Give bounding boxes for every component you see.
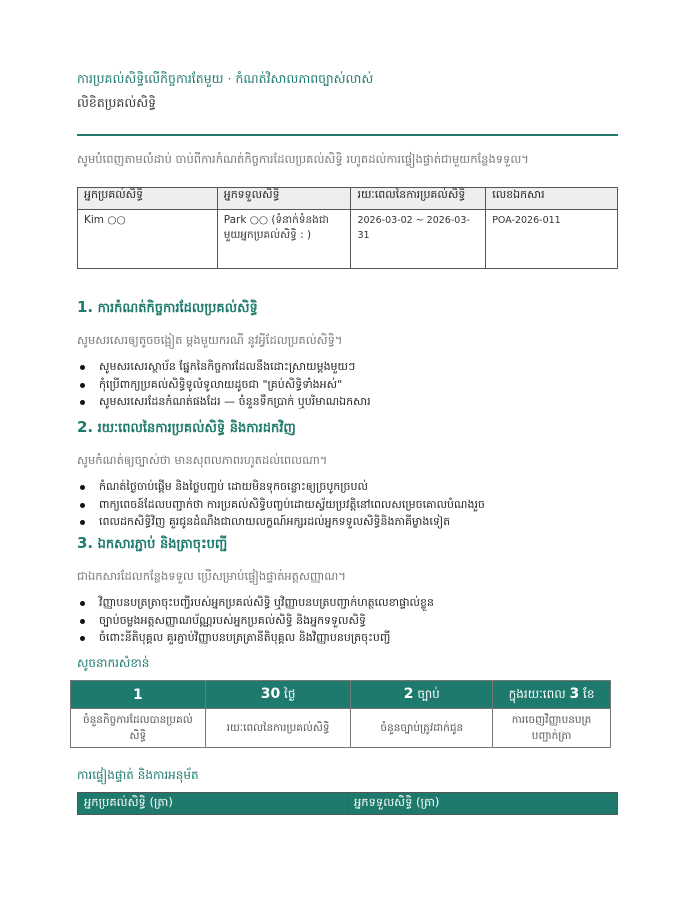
signature-title: ការផ្ទៀងផ្ទាត់ និងការអនុម័ត [77, 768, 199, 782]
section-attachments [77, 534, 618, 647]
info-header-row [78, 188, 618, 210]
list-item: កំណត់ថ្ងៃចាប់ផ្តើម និងថ្ងៃបញ្ចប់ ដោយមិនទុកចន្លោះឲ្យច្របូកច្របល់ [77, 478, 618, 496]
list-item: កុំប្រើពាក្យប្រគល់សិទ្ធិទូលំទូលាយដូចជា "គ្រប់សិទ្ធិទាំងអស់" [77, 376, 618, 394]
title-divider [77, 134, 618, 136]
summary-title: សូចនាករសំខាន់ [77, 656, 150, 670]
section-lead: សូមសរសេរឲ្យតូចចង្អៀត ម្តងមួយករណី នូវអ្វីដែលប្រគល់សិទ្ធិ។ [77, 333, 343, 347]
section-heading: 3. ឯកសារភ្ជាប់ និងត្រាចុះបញ្ជី [77, 534, 228, 552]
indicator-label: ចំនួនកិច្ចការដែលបានប្រគល់សិទ្ធិ [71, 709, 206, 748]
key-indicators-table [70, 680, 611, 748]
intro-text: សូមបំពេញតាមលំដាប់ ចាប់ពីការកំណត់កិច្ចការដែលប្រគល់សិទ្ធិ រហូតដល់ការផ្ទៀងផ្ទាត់ជាមួយកន្លែងទទួល។ [77, 152, 529, 166]
signature-delegator: អ្នកប្រគល់សិទ្ធិ (ត្រា) [78, 793, 348, 815]
cell-period: 2026-03-02 ~ 2026-03-31 [351, 210, 486, 269]
signature-header-row [78, 793, 618, 815]
cell-doc-number: POA-2026-011 [486, 210, 618, 269]
list-item: ពេលដកសិទ្ធិវិញ គួរជូនដំណឹងជាលាយលក្ខណ៍អក្សរដល់អ្នកទទួលសិទ្ធិនិងភាគីម្ខាងទៀត [77, 513, 618, 531]
list-item: ច្បាប់ចម្លងអត្តសញ្ញាណប័ណ្ណរបស់អ្នកប្រគល់សិទ្ធិ និងអ្នកទទួលសិទ្ធិ [77, 612, 618, 630]
header-period: រយៈពេលនៃការប្រគល់សិទ្ធិ [351, 188, 486, 210]
document-title: លិខិតប្រគល់សិទ្ធិ [77, 95, 157, 110]
indicator-value-tasks: 1 [71, 681, 206, 709]
section-delegated-tasks [77, 298, 618, 411]
cell-delegate: Park ○○ (ទំនាក់ទំនងជាមួយអ្នកប្រគល់សិទ្ធិ : ) [217, 210, 351, 269]
header-doc-number: លេខឯកសារ [486, 188, 618, 210]
list-item: វិញ្ញាបនបត្រត្រាចុះបញ្ជីរបស់អ្នកប្រគល់សិទ្ធិ ឬវិញ្ញាបនបត្របញ្ជាក់ហត្ថលេខាផ្ទាល់ខ្លួន [77, 594, 618, 612]
indicator-value-months: ក្នុងរយៈពេល 3 ខែ [493, 681, 611, 709]
cell-delegator: Kim ○○ [78, 210, 218, 269]
section-list [77, 478, 618, 531]
section-heading: 1. ការកំណត់កិច្ចការដែលប្រគល់សិទ្ធិ [77, 298, 258, 316]
indicator-label: ចំនួនច្បាប់ត្រូវដាក់ជូន [351, 709, 493, 748]
list-item: សូមសរសេរដែនកំណត់ផងដែរ — ចំនួនទឹកប្រាក់ ឬបរិមាណឯកសារ [77, 393, 618, 411]
document-kicker: ការប្រគល់សិទ្ធិលើកិច្ចការតែមួយ · កំណត់វិសាលភាពច្បាស់លាស់ [77, 71, 374, 86]
indicator-value-copies: 2 ច្បាប់ [351, 681, 493, 709]
section-list [77, 358, 618, 411]
indicator-value-row [71, 681, 611, 709]
header-delegate: អ្នកទទួលសិទ្ធិ [217, 188, 351, 210]
indicator-label-row [71, 709, 611, 748]
info-data-row [78, 210, 618, 269]
signature-delegate: អ្នកទទួលសិទ្ធិ (ត្រា) [348, 793, 618, 815]
list-item: សូមសរសេរស្ថាប័ន ផ្នែកនៃកិច្ចការដែលនឹងដោះស្រាយម្តងមួយៗ [77, 358, 618, 376]
header-delegator: អ្នកប្រគល់សិទ្ធិ [78, 188, 218, 210]
section-period-revocation [77, 418, 618, 531]
delegation-info-table [77, 187, 618, 269]
indicator-value-days: 30 ថ្ងៃ [205, 681, 351, 709]
section-lead: សូមកំណត់ឲ្យច្បាស់ថា មានសុពលភាពរហូតដល់ពេលណា។ [77, 453, 328, 467]
signature-table [77, 792, 618, 815]
list-item: ពាក្យពេចន៍ដែលបញ្ជាក់ថា ការប្រគល់សិទ្ធិបញ្ចប់ដោយស្វ័យប្រវត្តិនៅពេលសម្រេចគោលបំណងរួច [77, 496, 618, 514]
indicator-label: ការចេញវិញ្ញាបនបត្របញ្ជាក់ត្រា [493, 709, 611, 748]
indicator-label: រយៈពេលនៃការប្រគល់សិទ្ធិ [205, 709, 351, 748]
list-item: ចំពោះនីតិបុគ្គល គួរភ្ជាប់វិញ្ញាបនបត្រត្រានីតិបុគ្គល និងវិញ្ញាបនបត្រចុះបញ្ជី [77, 629, 618, 647]
section-heading: 2. រយៈពេលនៃការប្រគល់សិទ្ធិ និងការដកវិញ [77, 418, 296, 436]
section-list [77, 594, 618, 647]
section-lead: ជាឯកសារដែលកន្លែងទទួល ប្រើសម្រាប់ផ្ទៀងផ្ទាត់អត្តសញ្ញាណ។ [77, 569, 346, 583]
